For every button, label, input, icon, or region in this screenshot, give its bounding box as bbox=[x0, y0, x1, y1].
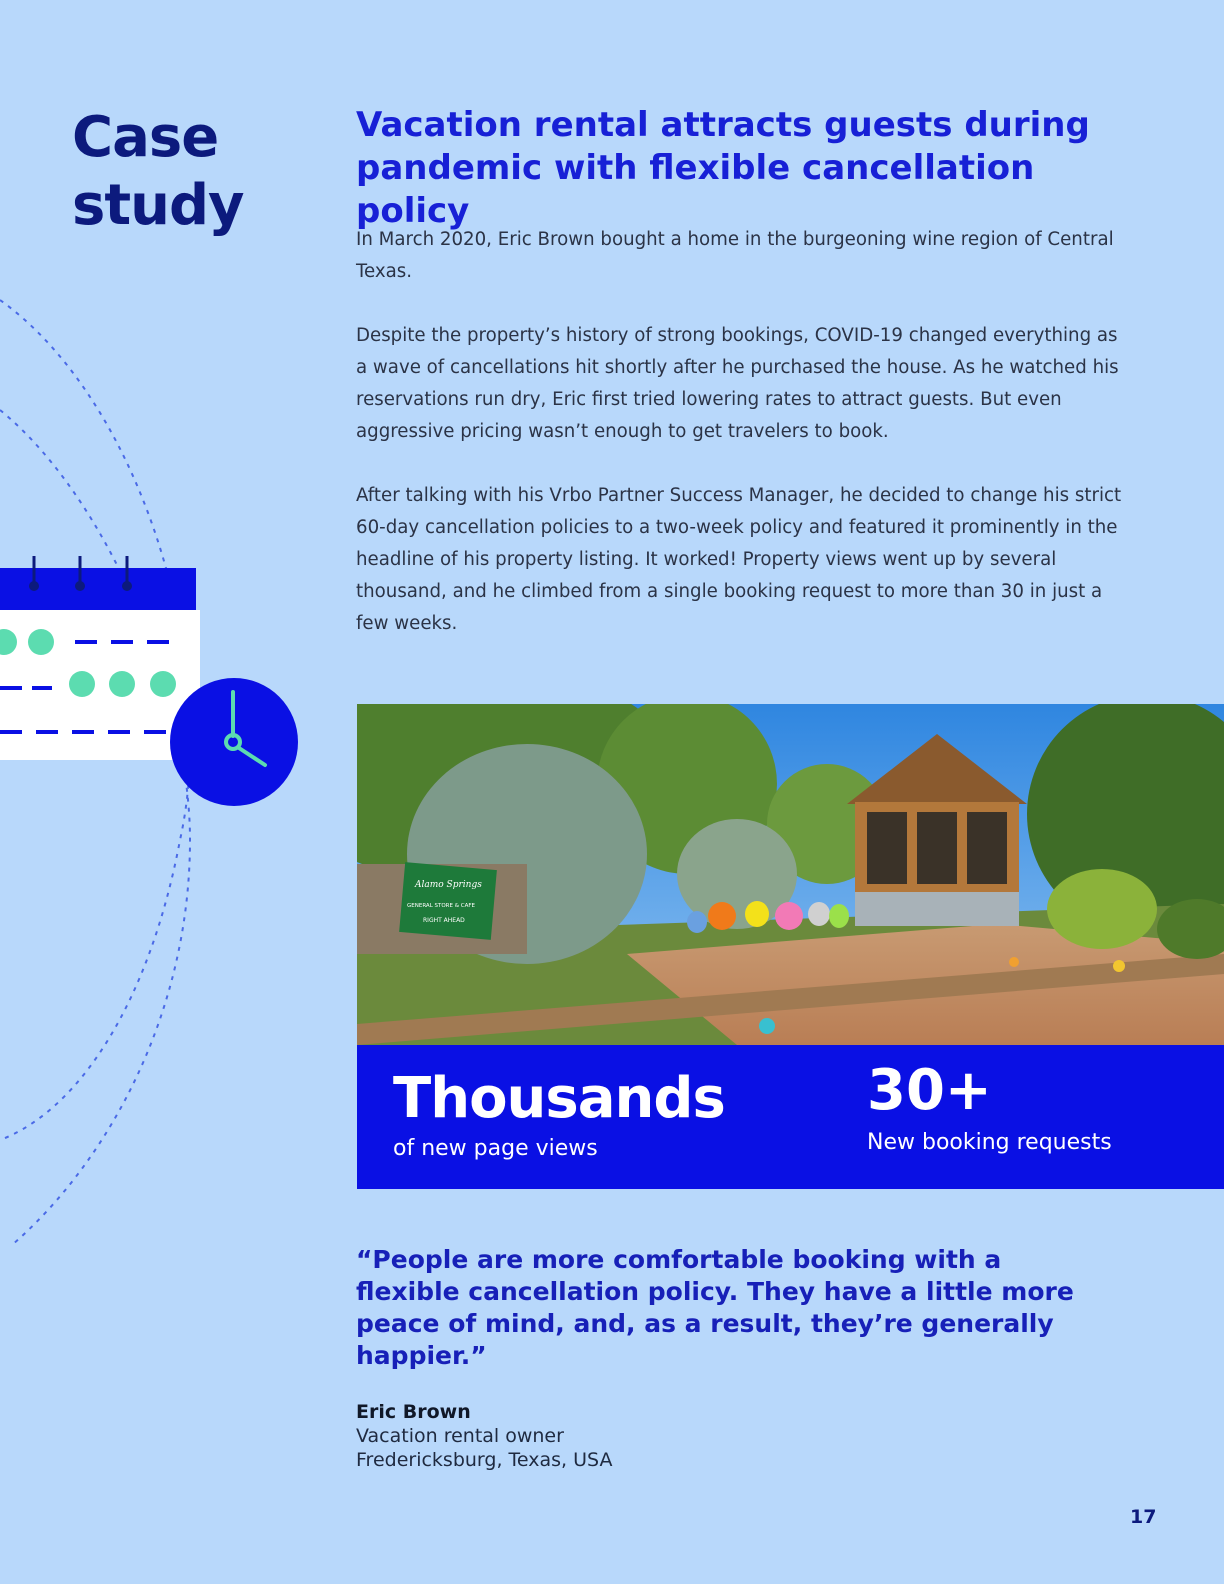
clock-icon bbox=[170, 678, 298, 806]
dotted-arc-inner bbox=[0, 410, 190, 1245]
body-text bbox=[356, 224, 1126, 672]
calendar-clock-illustration bbox=[0, 280, 320, 1260]
body-paragraph-3: After talking with his Vrbo Partner Success Manager, he decided to change his strict 60-day cancellation policies to a two-week policy and featured it prominently in the headline of his property listing. It worked! Property views went up by several thousand, and he climbed from a single booking request to more than 30 in just a few weeks. bbox=[356, 485, 1122, 634]
backyard-scene bbox=[357, 704, 1224, 1045]
stats-band bbox=[357, 1045, 1224, 1189]
page-number: 17 bbox=[1130, 1506, 1157, 1528]
pull-quote: “People are more comfortable booking with a flexible cancellation policy. They have a little more peace of mind, and, as a result, they’re generally happier.” bbox=[356, 1245, 1074, 1370]
body-paragraph-2: Despite the property’s history of strong bookings, COVID-19 changed everything as a wave of cancellations hit shortly after he purchased the house. As he watched his reservations run dry, Eric first tried lowering rates to attract guests. But even aggressive pricing wasn’t enough to get travelers to book. bbox=[356, 325, 1119, 442]
section-label-line-2: study bbox=[72, 173, 244, 238]
calendar-icon bbox=[0, 556, 200, 760]
section-label bbox=[72, 104, 244, 240]
sign-line-3: RIGHT AHEAD bbox=[423, 917, 465, 924]
dotted-arcs bbox=[0, 300, 190, 1245]
stat-page-views-value: Thousands bbox=[393, 1066, 725, 1131]
stat-booking-requests-label: New booking requests bbox=[867, 1130, 1112, 1155]
sign-line-1: Alamo Springs bbox=[415, 880, 482, 890]
body-paragraph-1: In March 2020, Eric Brown bought a home in the burgeoning wine region of Central Texas. bbox=[356, 229, 1114, 282]
sign-line-2: GENERAL STORE & CAFE bbox=[407, 903, 476, 909]
attribution-name: Eric Brown bbox=[356, 1401, 471, 1423]
section-label-line-1: Case bbox=[72, 105, 219, 170]
attribution-location: Fredericksburg, Texas, USA bbox=[356, 1449, 613, 1471]
attribution-role: Vacation rental owner bbox=[356, 1425, 564, 1447]
stat-page-views-label: of new page views bbox=[393, 1136, 598, 1161]
stat-booking-requests-value: 30+ bbox=[867, 1058, 992, 1123]
property-photo bbox=[357, 704, 1224, 1045]
store-sign bbox=[399, 862, 497, 940]
headline: Vacation rental attracts guests during pandemic with flexible cancellation policy bbox=[356, 105, 1090, 231]
